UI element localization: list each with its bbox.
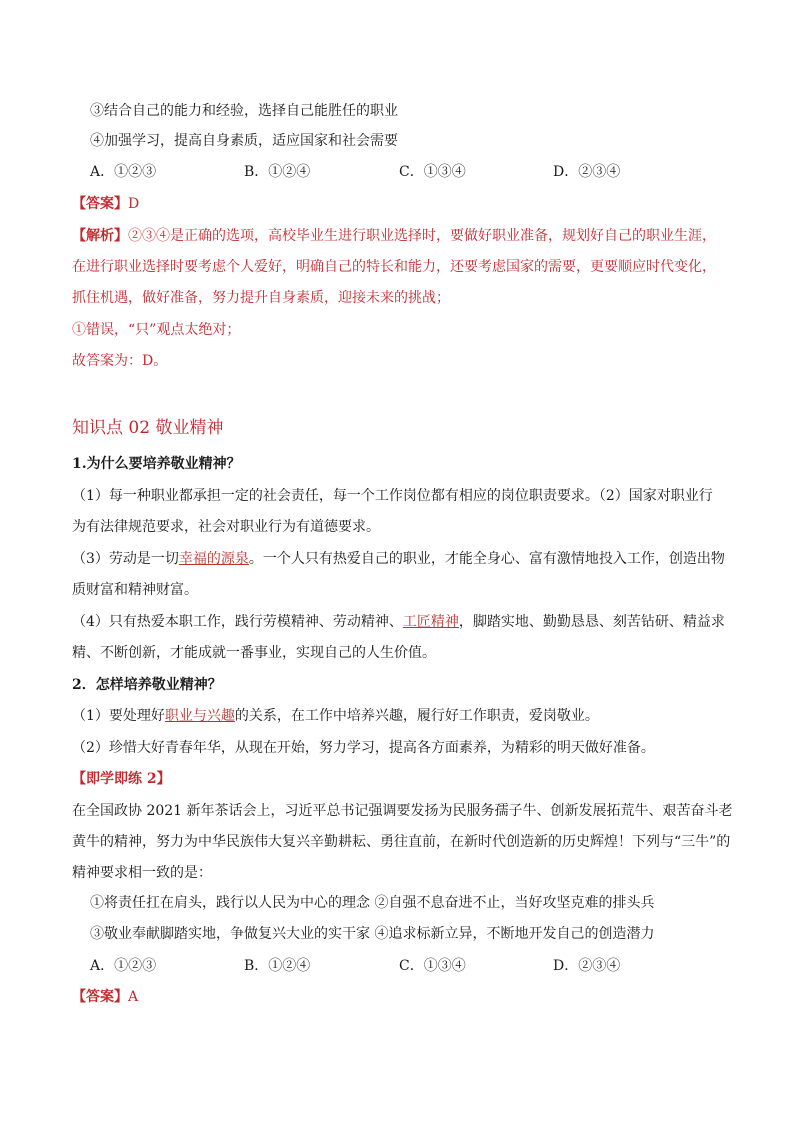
p3-text-post: 。一个人只有热爱自己的职业，才能全身心、富有激情地投入工作，创造出物 (248, 551, 725, 567)
q1-analysis-line-2: 在进行职业选择时要考虑个人爱好，明确自己的特长和能力，还要考虑国家的需要，更要顺应时代变化， (72, 259, 716, 275)
analysis-tag: 【解析】 (72, 228, 128, 244)
q1-item-3: ③结合自己的能力和经验，选择自己能胜任的职业 (90, 103, 398, 119)
s1-text-pre: （1）要处理好 (72, 708, 165, 724)
q2-stem-line-1: 在全国政协 2021 新年茶话会上，习近平总书记强调要发扬为民服务孺子牛、创新发展拓荒牛、艰苦奋斗老 (72, 803, 733, 819)
answer-value: A (128, 989, 139, 1005)
q2-option-a[interactable]: A．①②③ (90, 958, 157, 974)
practice-tag: 【即学即练 2】 (72, 771, 171, 787)
subheading-how: 2．怎样培养敬业精神？ (72, 677, 222, 693)
q2-option-b[interactable]: B．①②④ (244, 958, 311, 974)
subheading-why: 1.为什么要培养敬业精神？ (72, 456, 241, 472)
q1-item-4: ④加强学习，提高自身素质，适应国家和社会需要 (90, 133, 398, 149)
q1-answer (72, 194, 139, 214)
how-point-2: （2）珍惜大好青春年华，从现在开始，努力学习，提高各方面素养，为精彩的明天做好准备。 (72, 740, 655, 756)
p4-text-pre: （4）只有热爱本职工作，践行劳模精神、劳动精神、 (72, 614, 403, 630)
how-point-1 (72, 706, 599, 726)
answer-value: D (128, 196, 140, 212)
link-craftsman-spirit[interactable]: 工匠精神 (402, 614, 459, 630)
p4-text-post: ，脚踏实地、勤勤恳恳、刻苦钻研、精益求 (458, 614, 725, 630)
paragraph-1-line-2: 为有法律规范要求，社会对职业行为有道德要求。 (72, 519, 380, 535)
q2-option-d[interactable]: D．②③④ (553, 958, 621, 974)
q1-option-b[interactable]: B．①②④ (244, 164, 311, 180)
link-career-interest[interactable]: 职业与兴趣 (164, 708, 235, 724)
q2-answer (72, 987, 138, 1007)
analysis-text: ②③④是正确的选项，高校毕业生进行职业选择时，要做好职业准备，规划好自己的职业生涯， (128, 228, 716, 244)
q2-option-c[interactable]: C．①③④ (399, 958, 466, 974)
answer-tag: 【答案】 (72, 989, 128, 1005)
q1-conclusion: 故答案为：D。 (72, 353, 168, 369)
section-title: 知识点 02 敬业精神 (72, 418, 224, 438)
p3-text-pre: （3）劳动是一切 (72, 551, 179, 567)
q1-option-d[interactable]: D．②③④ (553, 164, 621, 180)
paragraph-4-line-2: 精、不断创新，才能成就一番事业，实现自己的人生价值。 (72, 645, 436, 661)
q2-stem-line-2: 黄牛的精神，努力为中华民族伟大复兴辛勤耕耘、勇往直前，在新时代创造新的历史辉煌！下列与“三牛”的 (72, 834, 731, 850)
paragraph-1-line-1: （1）每一种职业都承担一定的社会责任，每一个工作岗位都有相应的岗位职责要求。（2）国家对职业行 (72, 488, 713, 504)
answer-tag: 【答案】 (72, 196, 128, 212)
link-happiness-source[interactable]: 幸福的源泉 (178, 551, 249, 567)
q1-analysis-line-3: 抓住机遇，做好准备，努力提升自身素质，迎接未来的挑战； (72, 290, 450, 306)
q2-items-line-2: ③敬业奉献脚踏实地，争做复兴大业的实干家 ④追求标新立异，不断地开发自己的创造潜力 (90, 926, 655, 942)
q1-option-c[interactable]: C．①③④ (399, 164, 466, 180)
q1-analysis-line-1 (72, 226, 716, 246)
s1-text-post: 的关系，在工作中培养兴趣，履行好工作职责，爱岗敬业。 (234, 708, 599, 724)
q1-option-a[interactable]: A．①②③ (90, 164, 157, 180)
q1-analysis-line-4: ①错误，“只”观点太绝对； (72, 322, 241, 338)
paragraph-3-line-1 (72, 549, 725, 569)
paragraph-3-line-2: 质财富和精神财富。 (72, 582, 198, 598)
paragraph-4-line-1 (72, 612, 725, 632)
q2-items-line-1: ①将责任扛在肩头，践行以人民为中心的理念 ②自强不息奋进不止，当好攻坚克难的排头兵 (90, 895, 655, 911)
q2-stem-line-3: 精神要求相一致的是： (72, 865, 212, 881)
